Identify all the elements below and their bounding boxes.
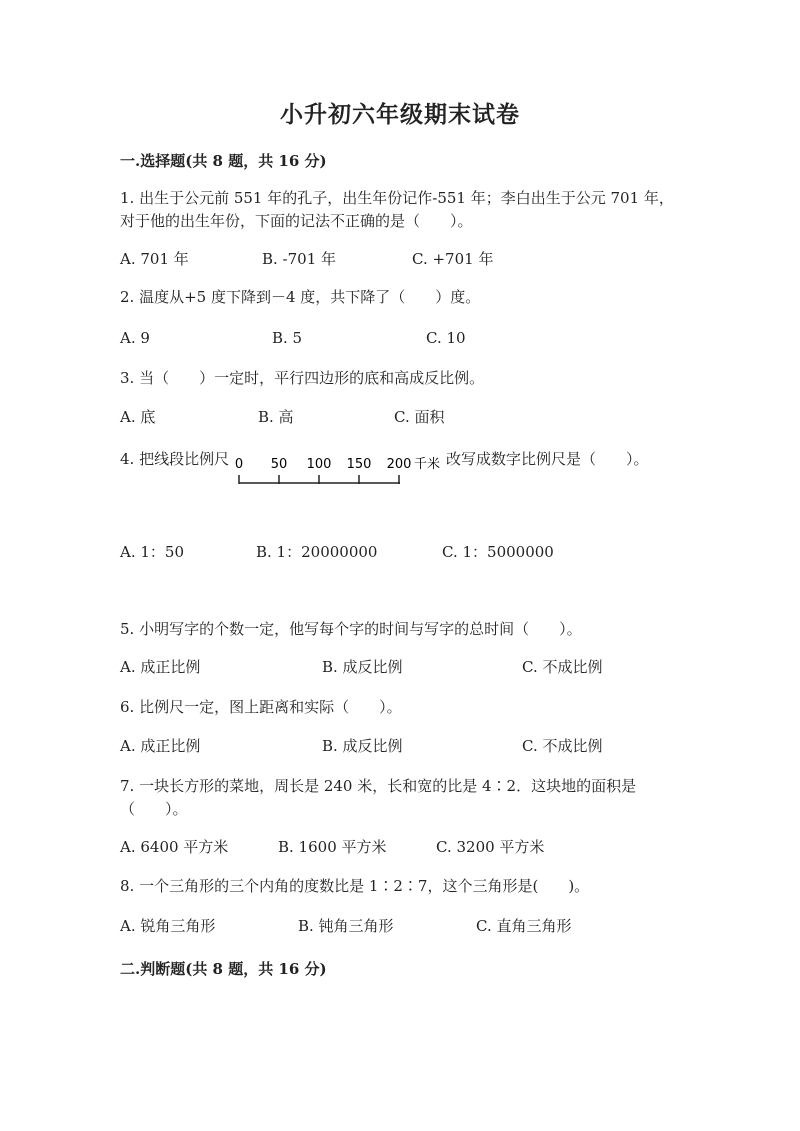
- q4-option-a: A. 1：50: [120, 543, 184, 561]
- q2-option-b: B. 5: [272, 329, 303, 347]
- q4-option-c: C. 1：5000000: [442, 543, 554, 561]
- scale-label-50: 50: [270, 457, 288, 472]
- q5-option-b: B. 成反比例: [322, 658, 403, 676]
- question-2: 2. 温度从+5 度下降到－4 度，共下降了（ ）度。: [120, 288, 481, 306]
- q5-option-c: C. 不成比例: [522, 658, 603, 676]
- q8-option-a: A. 锐角三角形: [120, 917, 216, 935]
- q8-option-c: C. 直角三角形: [476, 917, 572, 935]
- q5-option-a: A. 成正比例: [120, 658, 201, 676]
- q7-option-c: C. 3200 平方米: [436, 838, 545, 856]
- q1-option-c: C. +701 年: [412, 250, 494, 268]
- question-6: 6. 比例尺一定，图上距离和实际（ ）。: [120, 698, 402, 716]
- q2-option-a: A. 9: [120, 329, 150, 347]
- q6-option-b: B. 成反比例: [322, 737, 403, 755]
- question-1: 1. 出生于公元前 551 年的孔子，出生年份记作-551 年；李白出生于公元 701 年，对于他的出生年份，下面的记法不正确的是（ ）。: [120, 189, 674, 230]
- q3-option-c: C. 面积: [394, 408, 445, 426]
- question-7: 7. 一块长方形的菜地，周长是 240 米，长和宽的比是 4∶2．这块地的面积是（ ）。: [120, 777, 637, 818]
- q1-option-b: B. -701 年: [262, 250, 337, 268]
- scale-label-0: 0: [234, 457, 244, 472]
- section-heading-judgment: 二.判断题(共 8 题，共 16 分): [120, 960, 327, 978]
- question-4-lead: 4. 把线段比例尺: [120, 450, 230, 468]
- page-title: 小升初六年级期末试卷: [280, 101, 520, 128]
- scale-unit-label: 千米: [414, 457, 441, 472]
- section-heading-choice: 一.选择题(共 8 题，共 16 分): [120, 152, 327, 170]
- scale-label-150: 150: [346, 457, 372, 472]
- q7-option-a: A. 6400 平方米: [120, 838, 229, 856]
- q3-option-a: A. 底: [120, 408, 156, 426]
- q4-option-b: B. 1：20000000: [256, 543, 378, 561]
- question-3: 3. 当（ ）一定时，平行四边形的底和高成反比例。: [120, 369, 485, 387]
- q1-option-a: A. 701 年: [120, 250, 189, 268]
- q6-option-a: A. 成正比例: [120, 737, 201, 755]
- question-8: 8. 一个三角形的三个内角的度数比是 1∶2∶7，这个三角形是( )。: [120, 877, 590, 895]
- q7-option-b: B. 1600 平方米: [278, 838, 387, 856]
- question-5: 5. 小明写字的个数一定，他写每个字的时间与写字的总时间（ ）。: [120, 620, 582, 638]
- q3-option-b: B. 高: [258, 408, 294, 426]
- q6-option-c: C. 不成比例: [522, 737, 603, 755]
- line-scale-figure: [236, 453, 446, 489]
- scale-label-100: 100: [306, 457, 332, 472]
- scale-label-200: 200: [386, 457, 412, 472]
- q8-option-b: B. 钝角三角形: [298, 917, 394, 935]
- q2-option-c: C. 10: [426, 329, 466, 347]
- question-4-tail: 改写成数字比例尺是（ ）。: [446, 450, 649, 468]
